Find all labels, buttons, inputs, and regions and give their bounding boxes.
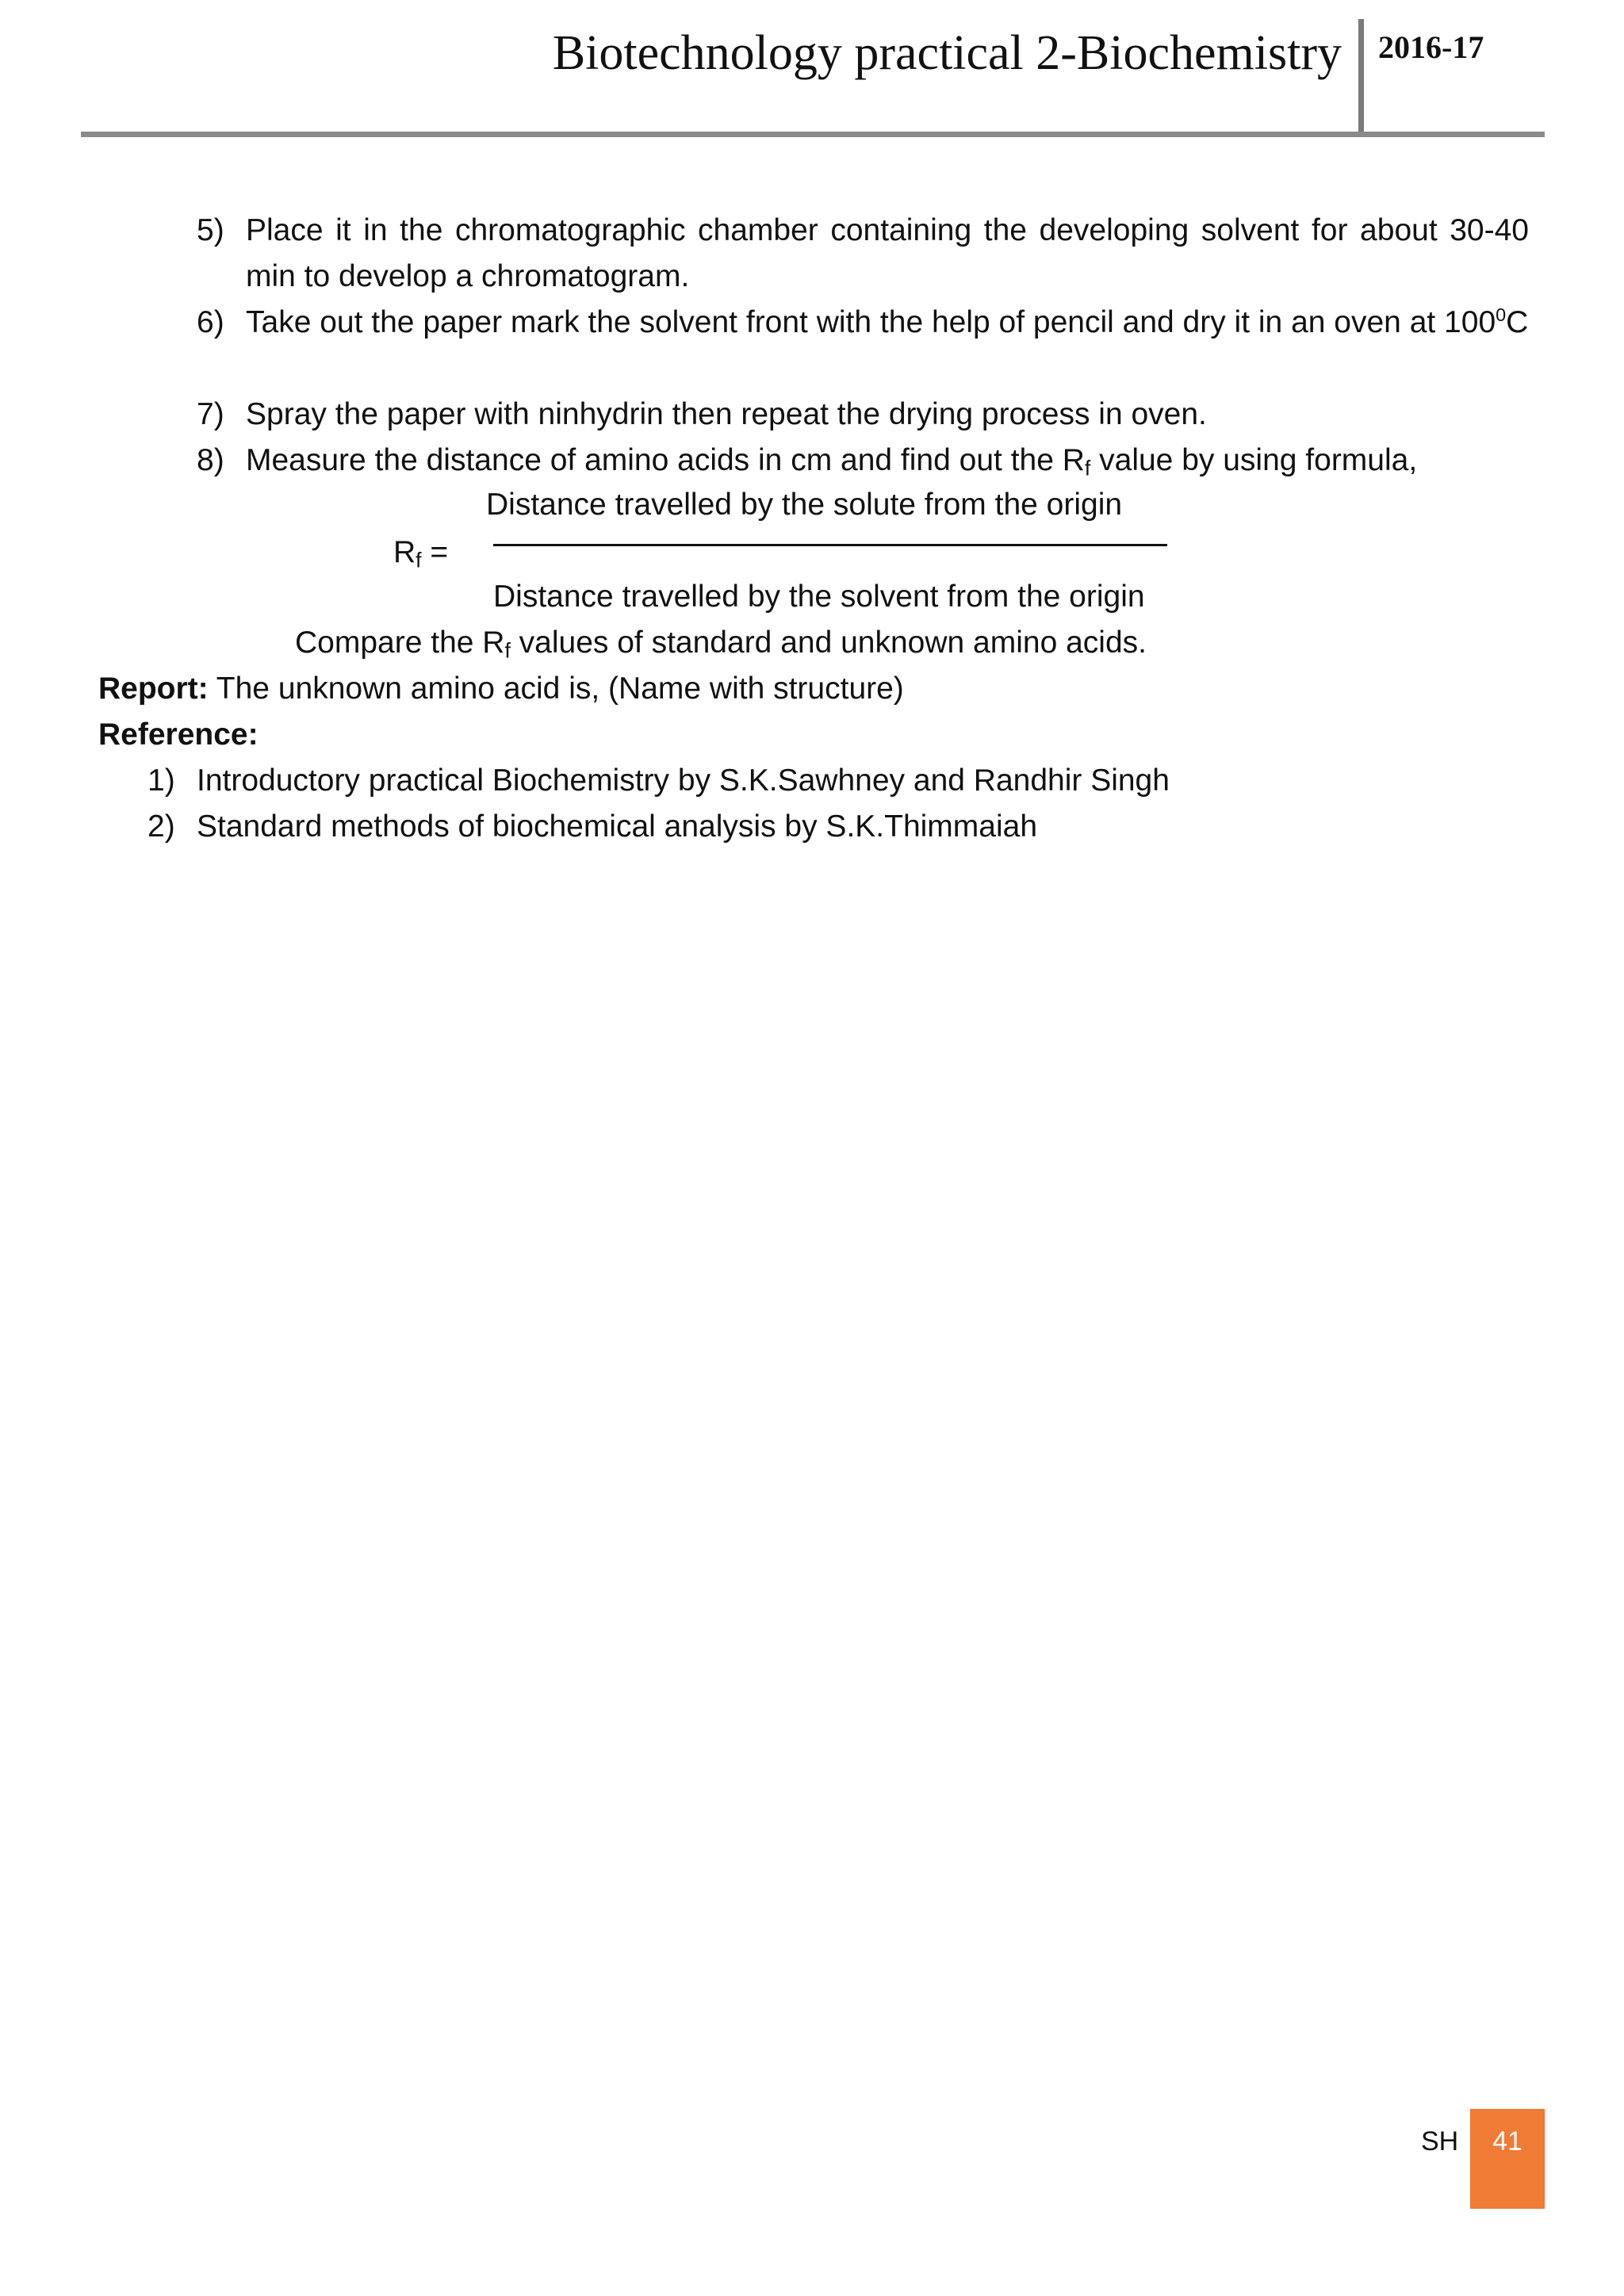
- report-line: [98, 666, 904, 712]
- formula-denominator: Distance travelled by the solvent from the origin: [493, 580, 1145, 614]
- header-divider-horizontal: [81, 132, 1545, 137]
- report-label: Report:: [98, 672, 209, 706]
- report-text: The unknown amino acid is, (Name with structure): [208, 672, 904, 706]
- page-number-box: [1470, 2109, 1545, 2209]
- header-divider-vertical: [1358, 19, 1364, 136]
- reference-number: 1): [147, 763, 175, 798]
- formula-label: $R_f$ =: [393, 535, 449, 572]
- document-title: Biotechnology practical 2-Biochemistry: [552, 26, 1342, 80]
- formula-numerator: Distance travelled by the solute from the origin: [486, 488, 1123, 522]
- step-number: 7): [197, 397, 224, 431]
- reference-text: Standard methods of biochemical analysis by S.K.Thimmaiah: [197, 809, 1038, 844]
- footer-initials: SH: [1421, 2126, 1459, 2156]
- step-text: Take out the paper mark the solvent front with the help of pencil and dry it in an oven at $100^0C$: [246, 304, 1529, 339]
- step-number: 5): [197, 213, 224, 247]
- reference-number: 2): [147, 809, 175, 844]
- step-number: 8): [197, 443, 224, 477]
- step-text: Spray the paper with ninhydrin then repeat the drying process in oven.: [246, 397, 1207, 431]
- reference-heading: Reference:: [98, 718, 259, 752]
- step-text: Measure the distance of amino acids in cm and find out the $R_f$ value by using formula,: [246, 443, 1418, 480]
- reference-text: Introductory practical Biochemistry by S.K.Sawhney and Randhir Singh: [197, 763, 1170, 798]
- step-text: Place it in the chromatographic chamber containing the developing solvent for about 30-40 min to develop a chromatogram.: [246, 213, 1529, 293]
- step-number: 6): [197, 305, 224, 339]
- document-year: 2016-17: [1378, 29, 1484, 65]
- page-number: 41: [1492, 2126, 1522, 2156]
- fraction-bar: [493, 544, 1167, 546]
- compare-text: Compare the $R_f$ values of standard and unknown amino acids.: [295, 626, 1147, 663]
